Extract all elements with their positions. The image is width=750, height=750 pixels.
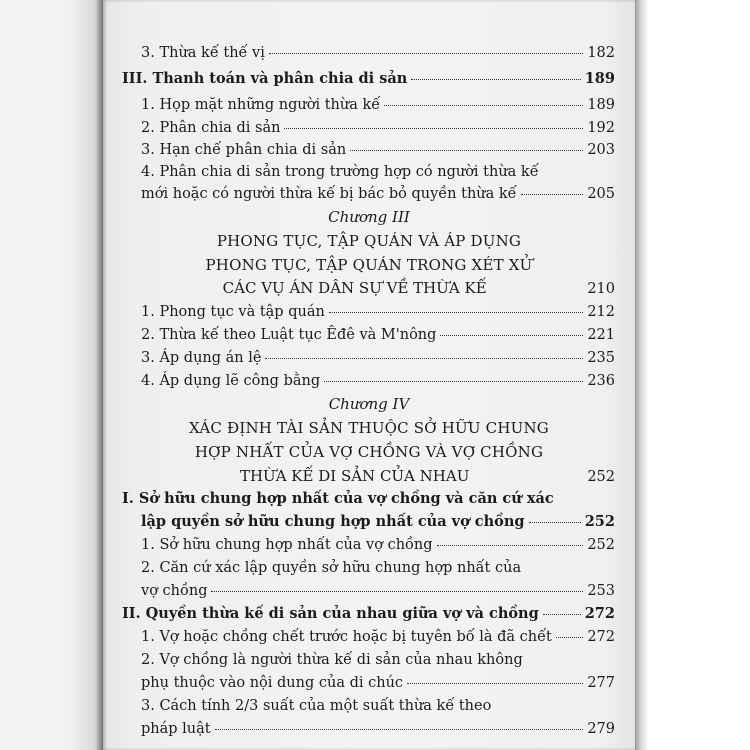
- dot-leader: [384, 105, 583, 106]
- toc-entry-label: 3. Hạn chế phân chia di sản: [141, 142, 347, 158]
- toc-entry-label: 2. Phân chia di sản: [141, 120, 281, 136]
- toc-entry-line1: 3. Cách tính 2/3 suất của một suất thừa kế theo: [141, 698, 492, 714]
- toc-entry-line1: 4. Phân chia di sản trong trường hợp có người thừa kế: [141, 164, 539, 180]
- toc-entry: [141, 584, 615, 599]
- toc-entry-label: vợ chồng: [141, 583, 208, 599]
- toc-page-number: 252: [587, 469, 615, 485]
- toc-entry: [141, 328, 615, 343]
- dot-leader: [284, 128, 583, 129]
- toc-section-entry: [141, 515, 615, 530]
- toc-entry: [141, 121, 615, 136]
- background-right: [635, 0, 750, 750]
- toc-entry-label: 4. Áp dụng lẽ công bằng: [141, 373, 321, 389]
- dot-leader: [543, 614, 581, 615]
- toc-entry-label: 1. Phong tục và tập quán: [141, 304, 325, 320]
- toc-page-number: 272: [584, 605, 615, 622]
- chapter-title-line: PHONG TỤC, TẬP QUÁN VÀ ÁP DỤNG: [216, 232, 522, 250]
- toc-page-number: 236: [587, 373, 615, 389]
- chapter-label: Chương III: [328, 208, 410, 226]
- toc-section-entry: [122, 72, 615, 87]
- toc-entry-label: 2. Thừa kế theo Luật tục Êđê và M'nông: [141, 327, 437, 343]
- toc-page-number: 203: [587, 142, 615, 158]
- toc-entry-line1: 2. Căn cứ xác lập quyền sở hữu chung hợp nhất của: [141, 560, 522, 576]
- toc-section-entry: [122, 607, 615, 622]
- toc-entry: [141, 351, 615, 366]
- toc-entry-line1: 2. Vợ chồng là người thừa kế di sản của nhau không: [141, 652, 523, 668]
- toc-page-number: 252: [584, 513, 615, 530]
- dot-leader: [329, 312, 584, 313]
- chapter-title-row: [122, 469, 615, 485]
- background-left: [0, 0, 103, 750]
- toc-page-number: 189: [584, 70, 615, 87]
- toc-entry: [141, 46, 615, 61]
- toc-entry: [141, 676, 615, 691]
- dot-leader: [521, 194, 584, 195]
- chapter-title-line: CÁC VỤ ÁN DÂN SỰ VỀ THỪA KẾ: [222, 279, 487, 297]
- toc-page-number: 192: [587, 120, 615, 136]
- toc-entry: [141, 143, 615, 158]
- toc-page-number: 182: [587, 45, 615, 61]
- dot-leader: [269, 53, 583, 54]
- toc-entry-label: 1. Vợ hoặc chồng chết trước hoặc bị tuyên bố là đã chết: [141, 629, 552, 645]
- toc-page-number: 210: [587, 281, 615, 297]
- toc-entry: [141, 374, 615, 389]
- chapter-label: Chương IV: [328, 395, 410, 413]
- dot-leader: [529, 522, 581, 523]
- toc-entry-label: mới hoặc có người thừa kế bị bác bỏ quyền thừa kế: [141, 186, 517, 202]
- toc-page-number: 221: [587, 327, 615, 343]
- toc-page-number: 279: [587, 721, 615, 737]
- toc-entry-label: 3. Thừa kế thế vị: [141, 45, 265, 61]
- dot-leader: [556, 637, 583, 638]
- book-page: [103, 0, 635, 750]
- dot-leader: [411, 79, 580, 80]
- toc-page-number: 205: [587, 186, 615, 202]
- dot-leader: [440, 335, 583, 336]
- toc-page-number: 272: [587, 629, 615, 645]
- toc-entry-label: lập quyền sở hữu chung hợp nhất của vợ chồng: [141, 513, 525, 530]
- toc-entry-label: 3. Áp dụng án lệ: [141, 350, 262, 366]
- chapter-title-line: THỪA KẾ DI SẢN CỦA NHAU: [239, 467, 470, 485]
- chapter-title-line: PHONG TỤC, TẬP QUÁN TRONG XÉT XỬ: [205, 256, 533, 274]
- dot-leader: [437, 545, 584, 546]
- toc-entry-label: phụ thuộc vào nội dung của di chúc: [141, 675, 404, 691]
- toc-page-number: 252: [587, 537, 615, 553]
- toc-page-number: 253: [587, 583, 615, 599]
- dot-leader: [265, 358, 583, 359]
- chapter-title-line: HỢP NHẤT CỦA VỢ CHỒNG VÀ VỢ CHỒNG: [194, 443, 544, 461]
- dot-leader: [215, 729, 584, 730]
- toc-entry: [141, 187, 615, 202]
- toc-page-number: 189: [587, 97, 615, 113]
- toc-entry: [141, 305, 615, 320]
- toc-entry-label: 1. Họp mặt những người thừa kế: [141, 97, 381, 113]
- dot-leader: [211, 591, 583, 592]
- toc-entry: [141, 538, 615, 553]
- toc-section-line1: I. Sở hữu chung hợp nhất của vợ chồng và căn cứ xác: [122, 490, 554, 507]
- toc-entry: [141, 722, 615, 737]
- chapter-title-row: [122, 281, 615, 297]
- toc-entry: [141, 98, 615, 113]
- dot-leader: [407, 683, 583, 684]
- toc-page-number: 235: [587, 350, 615, 366]
- toc-page-number: 277: [587, 675, 615, 691]
- toc-entry-label: 1. Sở hữu chung hợp nhất của vợ chồng: [141, 537, 433, 553]
- dot-leader: [324, 381, 583, 382]
- toc-entry-label: II. Quyền thừa kế di sản của nhau giữa vợ và chồng: [122, 605, 539, 622]
- toc-page-number: 212: [587, 304, 615, 320]
- toc-entry-label: III. Thanh toán và phân chia di sản: [122, 70, 408, 87]
- toc-entry-label: pháp luật: [141, 721, 211, 737]
- chapter-title-line: XÁC ĐỊNH TÀI SẢN THUỘC SỞ HỮU CHUNG: [189, 419, 549, 437]
- toc-entry: [141, 630, 615, 645]
- dot-leader: [350, 150, 583, 151]
